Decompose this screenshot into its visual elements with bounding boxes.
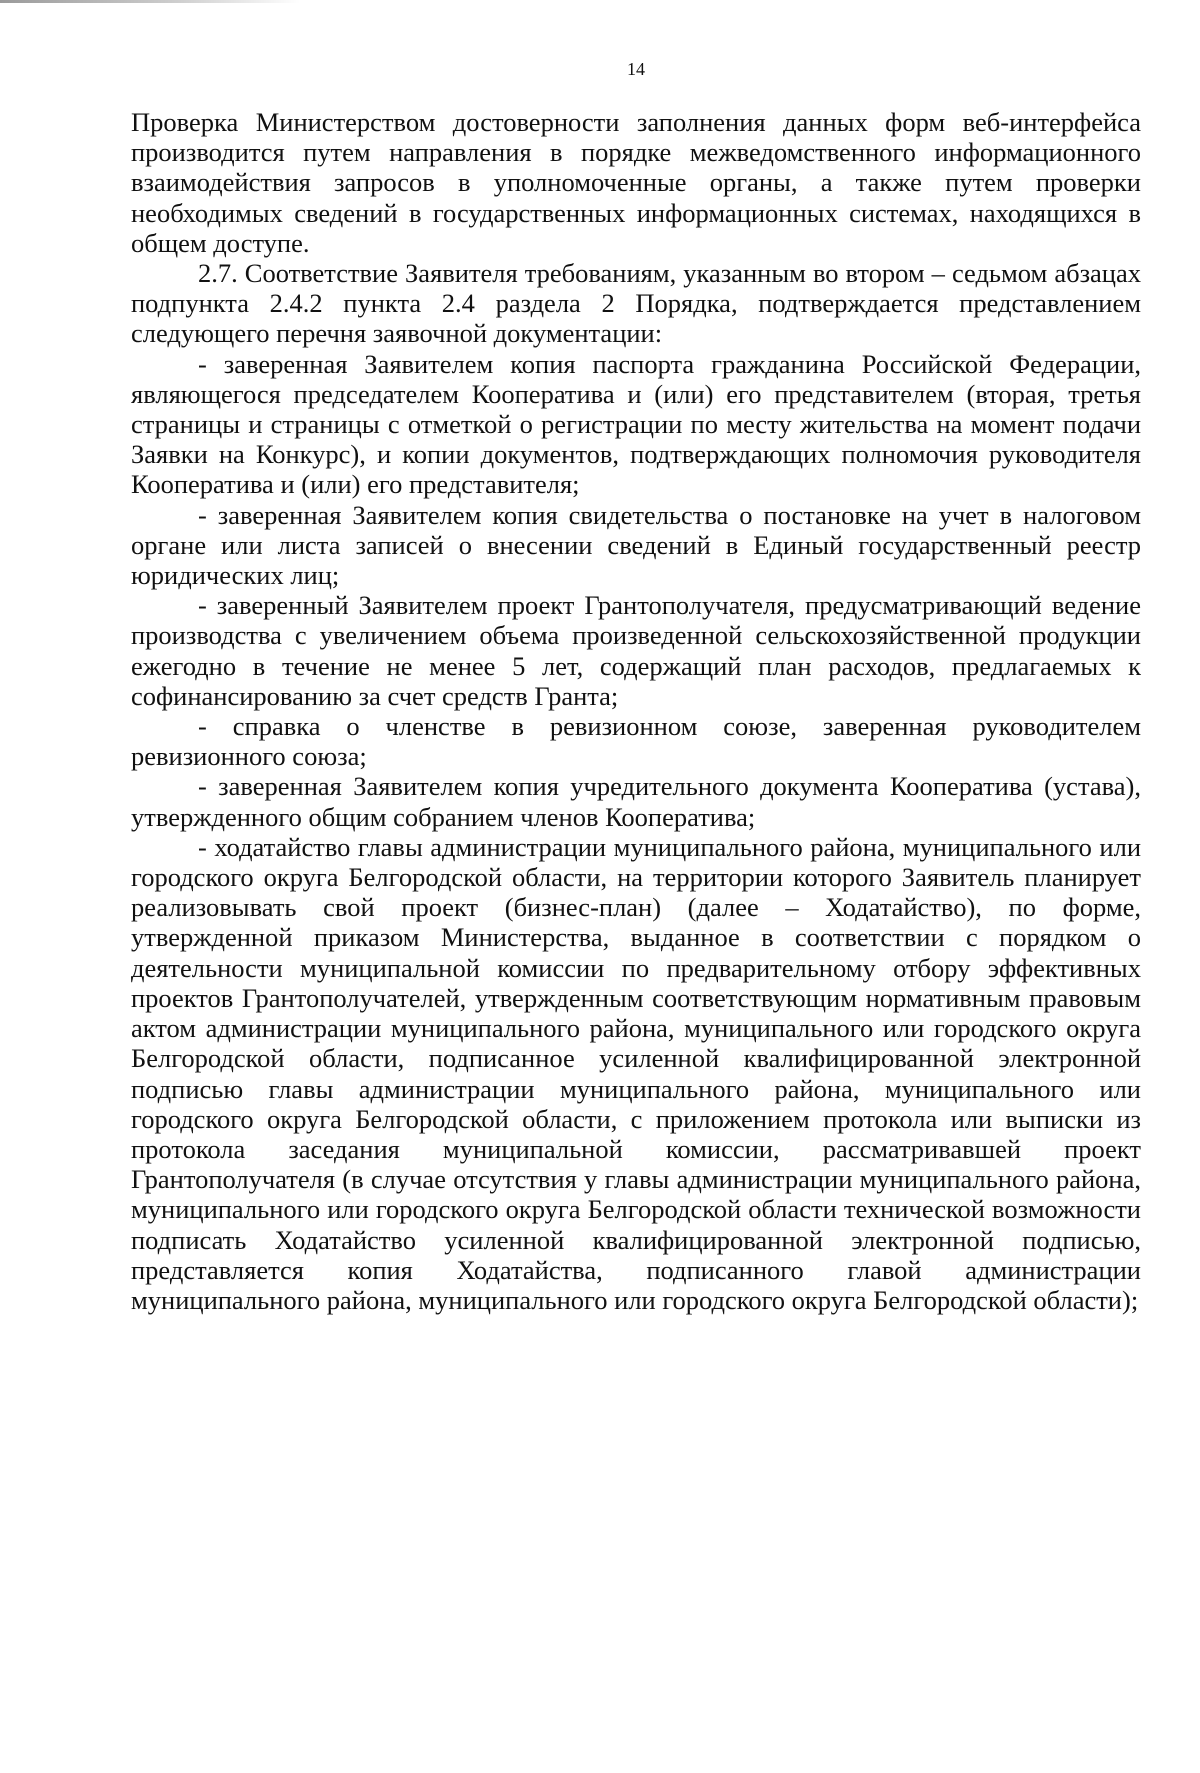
list-item-audit-union-certificate: - справка о членстве в ревизионном союзе, заверенная руководителем ревизионного союза; (131, 711, 1141, 772)
paragraph-section-2-7: 2.7. Соответствие Заявителя требованиям, указанным во втором – седьмом абзацах подпункта 2.4.2 пункта 2.4 раздела 2 Порядка, подтверждается представлением следующего перечня заявочной документации: (131, 258, 1141, 349)
list-item-petition: - ходатайство главы администрации муниципального района, муниципального или городского округа Белгородской области, на территории которого Заявитель планирует реализовывать свой проект (бизнес-план) (далее – Ходатайство), по форме, утвержденной приказом Министерства, выданное в соответствии с порядком о деятельности муниципальной комиссии по предварительному отбору эффективных проектов Грантополучателей, утвержденным соответствующим нормативным правовым актом администрации муниципального района, муниципального или городского округа Белгородской области, подписанное усиленной квалифицированной электронной подписью главы администрации муниципального района, муниципального или городского округа Белгородской области, с приложением протокола или выписки из протокола заседания муниципальной комиссии, рассматривавшей проект Грантополучателя (в случае отсутствия у главы администрации муниципального района, муниципального или городского округа Белгородской области технической возможности подписать Ходатайство усиленной квалифицированной электронной подписью, представляется копия Ходатайства, подписанного главой администрации муниципального района, муниципального или городского округа Белгородской области); (131, 831, 1141, 1315)
page-number: 14 (627, 59, 645, 79)
list-item-tax-certificate: - заверенная Заявителем копия свидетельства о постановке на учет в налоговом органе или листа записей о внесении сведений в Единый государственный реестр юридических лиц; (131, 499, 1141, 591)
scan-edge-mark (0, 0, 300, 3)
list-item-grant-project: - заверенный Заявителем проект Грантополучателя, предусматривающий ведение производства с увеличением объема произведенной сельскохозяйственной продукции ежегодно в течение не менее 5 лет, содержащий план расходов, предлагаемых к софинансированию за счет средств Гранта; (131, 590, 1141, 711)
list-item-passport-copy: - заверенная Заявителем копия паспорта гражданина Российской Федерации, являющегося председателем Кооператива и (или) его представителем (вторая, третья страницы и страницы с отметкой о регистрации по месту жительства на момент подачи Заявки на Конкурс), и копии документов, подтверждающих полномочия руководителя Кооператива и (или) его представителя; (131, 348, 1141, 500)
document-body (131, 107, 1141, 1315)
list-item-charter-copy: - заверенная Заявителем копия учредительного документа Кооператива (устава), утвержденного общим собранием членов Кооператива; (131, 771, 1141, 832)
paragraph-verification: Проверка Министерством достоверности заполнения данных форм веб-интерфейса производится путем направления в порядке межведомственного информационного взаимодействия запросов в уполномоченные органы, а также путем проверки необходимых сведений в государственных информационных системах, находящихся в общем доступе. (131, 107, 1141, 258)
